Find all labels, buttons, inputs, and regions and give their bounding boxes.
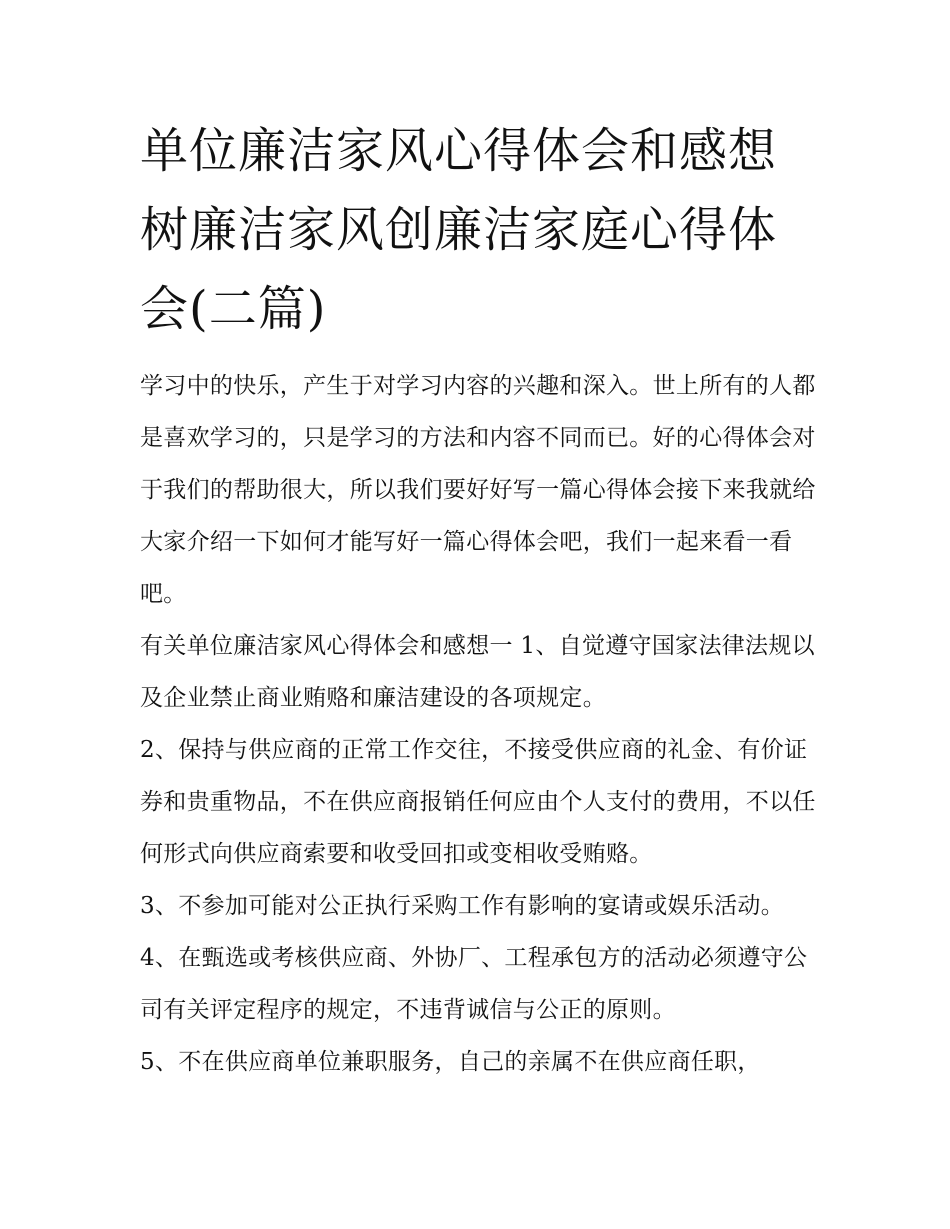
document-page	[140, 112, 820, 1088]
list-item-2: 2、保持与供应商的正常工作交往，不接受供应商的礼金、有价证券和贵重物品，不在供应商报销任何应由个人支付的费用，不以任何形式向供应商索要和收受回扣或变相收受贿赂。	[140, 737, 816, 867]
list-item-4: 4、在甄选或考核供应商、外协厂、工程承包方的活动必须遵守公司有关评定程序的规定，不违背诚信与公正的原则。	[140, 945, 808, 1023]
list-item-5: 5、不在供应商单位兼职服务，自己的亲属不在供应商任职，	[140, 1049, 761, 1075]
intro-paragraph: 学习中的快乐，产生于对学习内容的兴趣和深入。世上所有的人都是喜欢学习的，只是学习的方法和内容不同而已。好的心得体会对于我们的帮助很大，所以我们要好好写一篇心得体会接下来我就给大家介绍一下如何才能写好一篇心得体会吧，我们一起来看一看吧。	[140, 373, 816, 607]
document-body	[140, 360, 820, 1088]
list-item-3: 3、不参加可能对公正执行采购工作有影响的宴请或娱乐活动。	[140, 893, 785, 919]
section-heading-paragraph: 有关单位廉洁家风心得体会和感想一 1、自觉遵守国家法律法规以及企业禁止商业贿赂和廉洁建设的各项规定。	[140, 633, 815, 711]
document-title: 单位廉洁家风心得体会和感想树廉洁家风创廉洁家庭心得体会(二篇)	[140, 123, 778, 337]
